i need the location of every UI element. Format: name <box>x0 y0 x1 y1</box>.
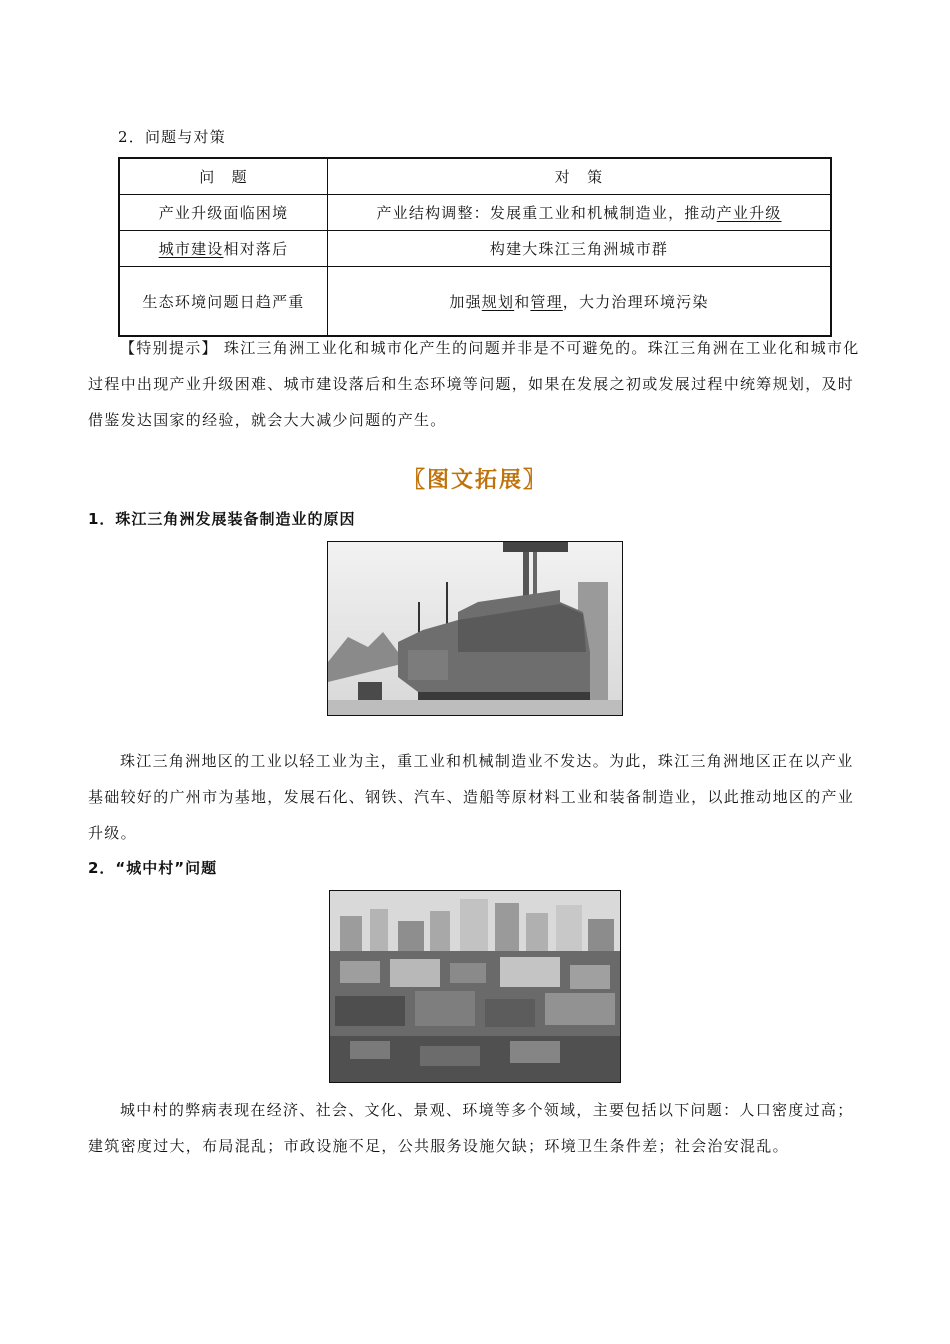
solution-cell <box>328 267 832 337</box>
table-row <box>119 231 831 267</box>
cell-text: 构建大珠江三角洲城市群 <box>489 240 669 258</box>
tip-text: 珠江三角洲工业化和城市化产生的问题并非是不可避免的。珠江三角洲在工业化和城市化过程中出现产业升级困难、城市建设落后和生态环境等问题，如果在发展之初或发展过程中统筹规划，及时借鉴发达国家的经验，就会大大减少问题的产生。 <box>88 339 860 429</box>
expand-title: 〖图文拓展〗 <box>402 468 547 493</box>
cell-text: 生态环境问题日趋严重 <box>142 292 305 311</box>
underlined-text: 规划 <box>481 292 515 311</box>
cell-text: 产业升级面临困境 <box>158 204 289 222</box>
cell-text: ，大力治理环境污染 <box>562 292 709 311</box>
solution-cell <box>328 231 832 267</box>
cell-text: 产业结构调整：发展重工业和机械制造业，推动 <box>376 204 717 222</box>
header-problem: 问 题 <box>119 158 328 195</box>
urban-village-paragraph: 城中村的弊病表现在经济、社会、文化、景观、环境等多个领域，主要包括以下问题：人口密度过高；建筑密度过大，布局混乱；市政设施不足，公共服务设施欠缺；环境卫生条件差；社会治安混乱。 <box>88 1101 854 1155</box>
table-row <box>119 195 831 231</box>
table-row <box>119 267 831 337</box>
problem-cell <box>119 267 328 337</box>
underlined-text: 产业升级 <box>716 204 782 222</box>
special-tip <box>88 330 868 438</box>
cell-text: 和 <box>514 292 531 311</box>
problem-cell <box>119 195 328 231</box>
cell-text: 加强 <box>449 292 482 311</box>
underlined-text: 管理 <box>530 292 563 311</box>
header-solution: 对 策 <box>328 158 832 195</box>
section-title: 2．问题与对策 <box>118 128 226 146</box>
urban-village-photo <box>329 890 621 1083</box>
solution-cell <box>328 195 832 231</box>
cell-text: 相对落后 <box>223 240 289 258</box>
heading-equipment-manufacturing: 1．珠江三角洲发展装备制造业的原因 <box>88 510 356 528</box>
problem-solution-table <box>118 157 832 337</box>
underlined-text: 城市建设 <box>158 240 224 258</box>
table-header-row <box>119 158 831 195</box>
equipment-paragraph: 珠江三角洲地区的工业以轻工业为主，重工业和机械制造业不发达。为此，珠江三角洲地区正在以产业基础较好的广州市为基地，发展石化、钢铁、汽车、造船等原材料工业和装备制造业，以此推动地区的产业升级。 <box>88 752 855 842</box>
tip-label: 【特别提示】 <box>120 339 218 357</box>
problem-cell <box>119 231 328 267</box>
heading-urban-village: 2．“城中村”问题 <box>88 859 218 877</box>
shipyard-photo <box>327 541 623 716</box>
